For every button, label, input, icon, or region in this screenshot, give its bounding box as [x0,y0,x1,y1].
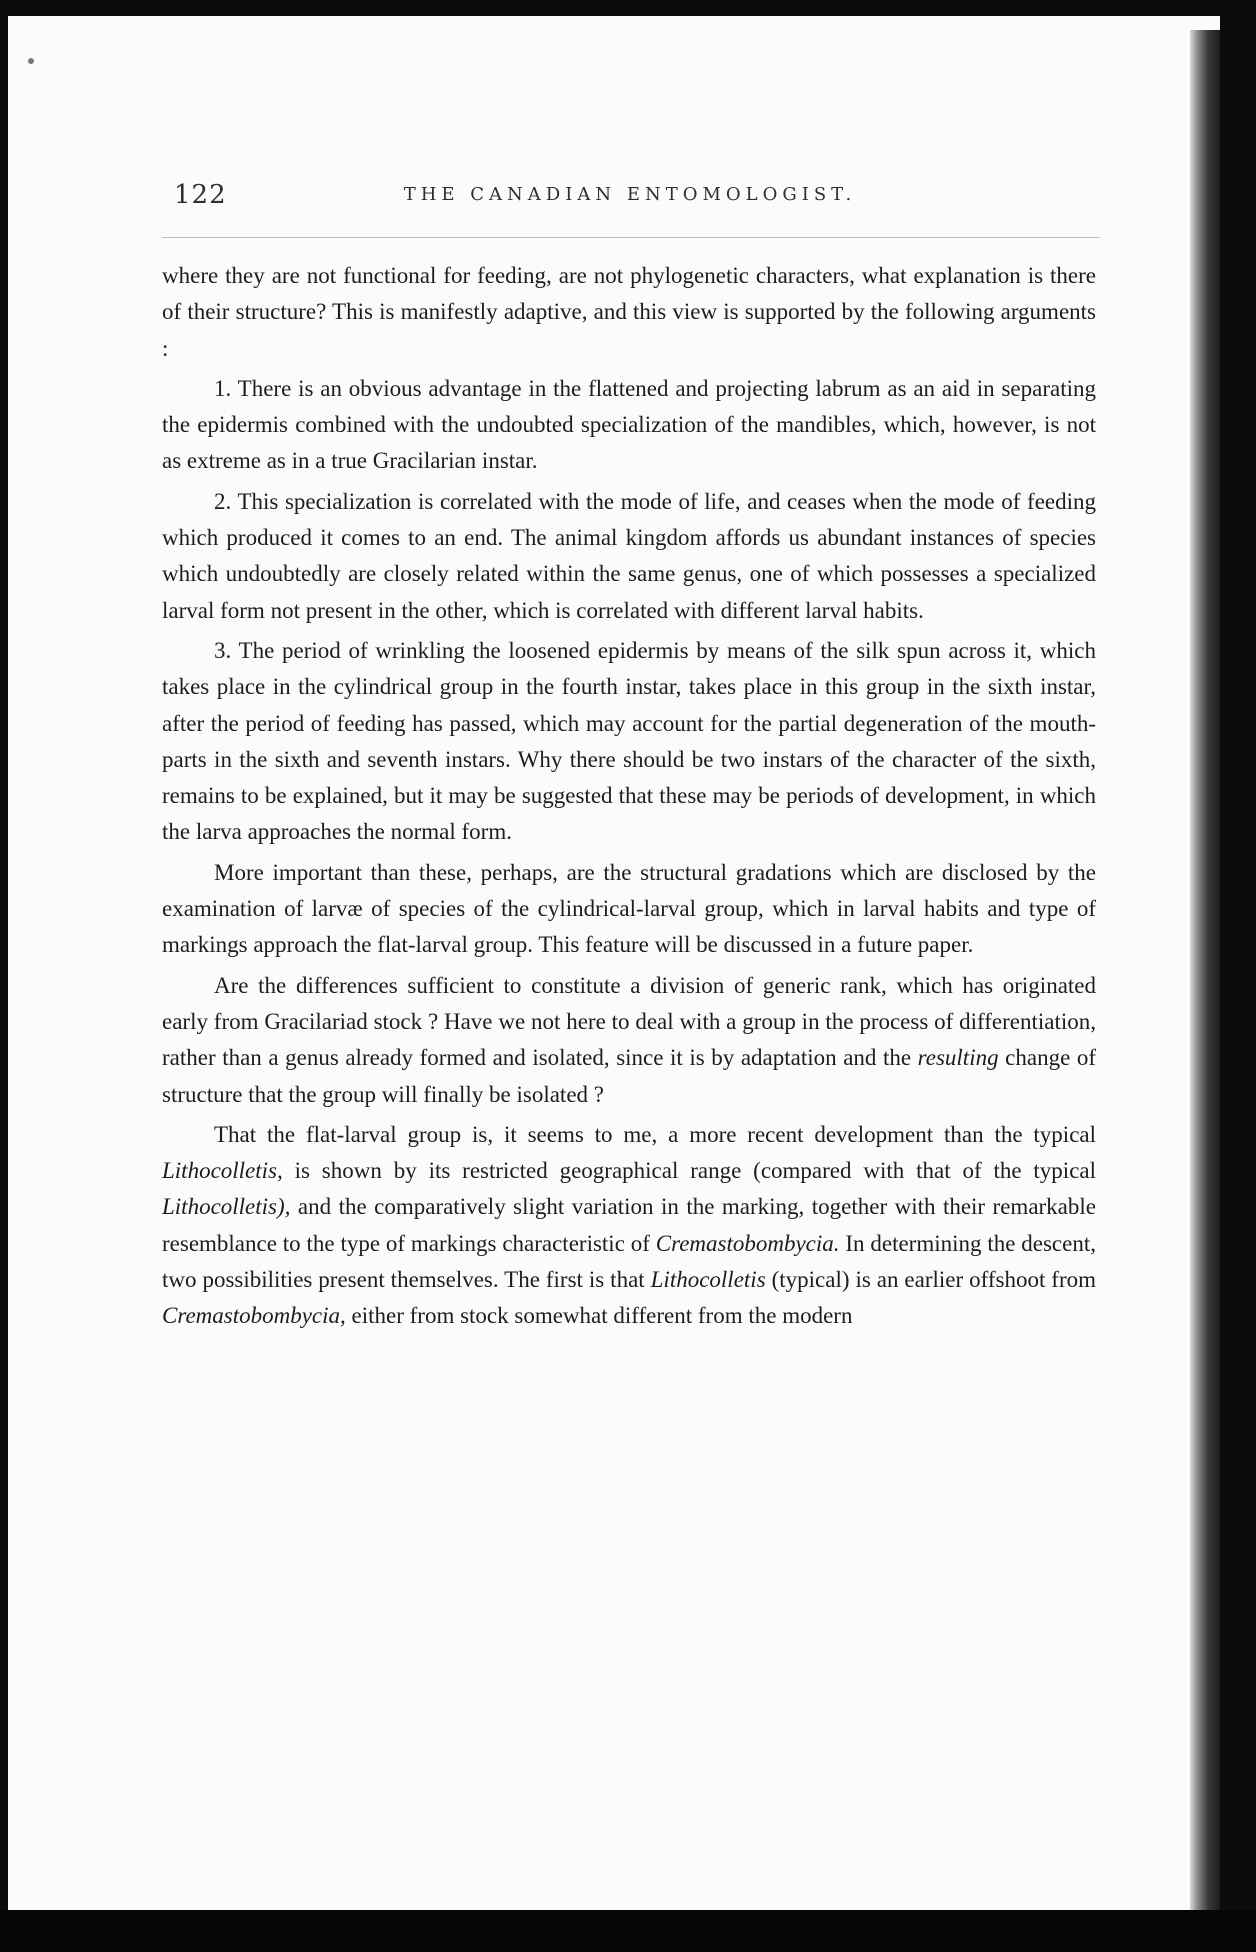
scan-border [0,1910,1256,1952]
p7-text-6: either from stock somewhat different from the modern [351,1303,853,1329]
paragraph-3: 2. This specialization is correlated with the mode of life, and ceases when the mode of feeding which produced it comes to an end. The animal kingdom affords us abundant instances of species which undoubtedly are closely related within the same genus, one of which possesses a specialized larval form not present in the other, which is correlated with different larval habits. [162,488,1096,623]
p7-text-3: and the comparatively slight variation in the marking, together with their remarkable resemblance to the type of markings characteristic of [162,1194,1096,1256]
page-number: 122 [174,180,227,210]
scan-speck [28,58,34,64]
paragraph-6-text: Are the differences sufficient to constitute a division of generic rank, which has originated early from Gracilariad stock ? Have we not here to deal with a group in the process of differentiation, rather than a genus already formed and isolated, since it is by adaptation and the [162,972,1096,1071]
book-spine-edge [1190,30,1220,1910]
p7-text-4: In determining the descent, two possibilities present themselves. The first is that [162,1230,1096,1293]
paragraph-6-end: change of structure that the group will finally be isolated ? [162,1045,1097,1107]
paragraph-6-italic: resulting [917,1045,999,1071]
p7-italic-3: Cremastobombycia. [655,1230,840,1256]
paragraph-6 [162,968,1096,1113]
paragraph-7 [162,1117,1096,1335]
p7-italic-2: Lithocolletis), [162,1194,291,1220]
p7-italic-5: Cremastobombycia, [162,1303,346,1329]
paragraph-4: 3. The period of wrinkling the loosened epidermis by means of the silk spun across it, which takes place in the cylindrical group in the fourth instar, takes place in this group in the sixth instar, after the period of feeding has passed, which may account for the partial degeneration of the mouth-parts in the sixth and seventh instars. Why there should be two instars of the character of the sixth, remains to be explained, but it may be suggested that these may be periods of development, in which the larva approaches the normal form. [162,637,1096,845]
paragraph-2: 1. There is an obvious advantage in the flattened and projecting labrum as an aid in separating the epidermis combined with the undoubted specialization of the mandibles, which, however, is not as extreme as in a true Gracilarian instar. [162,375,1096,474]
paragraph-5: More important than these, perhaps, are the structural gradations which are disclosed by the examination of larvæ of species of the cylindrical-larval group, which in larval habits and type of markings approach the flat-larval group. This feature will be discussed in a future paper. [162,859,1096,958]
page-header [160,180,1100,210]
p7-italic-1: Lithocolletis, [162,1158,283,1184]
paragraph-1: where they are not functional for feeding, are not phylogenetic characters, what explanation is there of their structure? This is manifestly adaptive, and this view is supported by the following arguments : [162,263,1096,361]
running-head: THE CANADIAN ENTOMOLOGIST. [403,184,857,205]
p7-italic-4: Lithocolletis [650,1267,766,1293]
p7-text-1: That the flat-larval group is, it seems to me, a more recent development than the typical [214,1121,1096,1147]
body-text [162,258,1096,1335]
p7-text-2: is shown by its restricted geographical range (compared with that of the typical [294,1158,1096,1184]
p7-text-5: (typical) is an earlier offshoot from [771,1267,1097,1293]
header-rule [162,237,1100,238]
